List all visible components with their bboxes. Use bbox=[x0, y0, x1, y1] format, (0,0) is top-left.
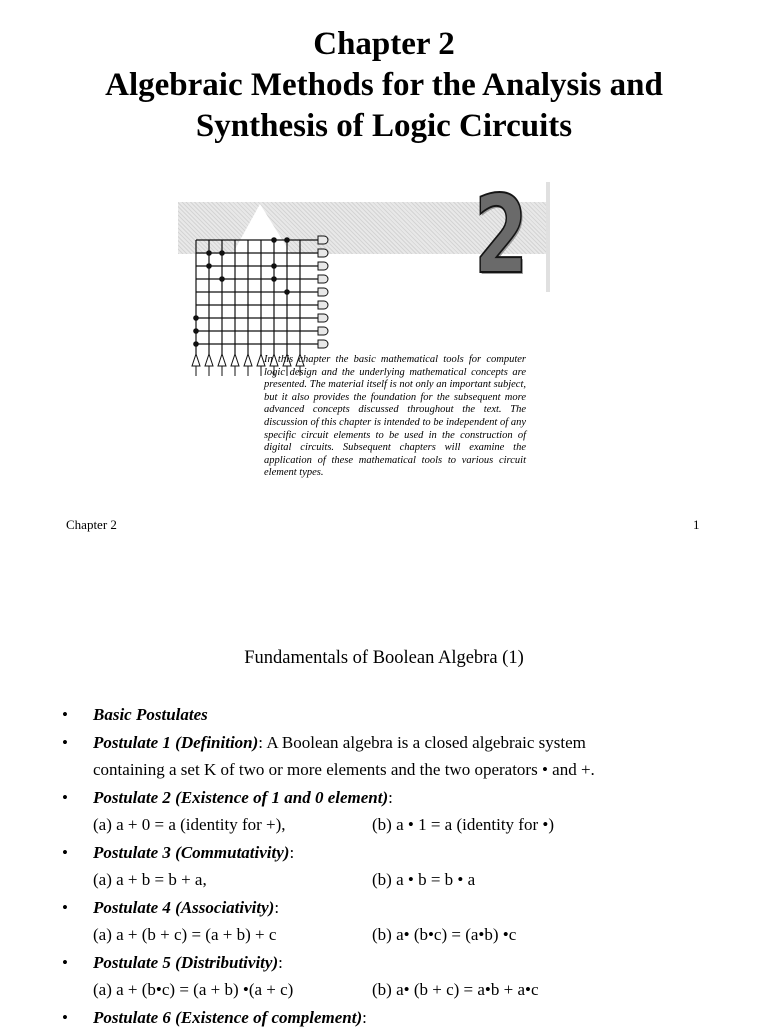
item-heading: Postulate 5 (Distributivity) bbox=[93, 953, 278, 972]
bullet: • bbox=[62, 1004, 68, 1031]
equation-a: (a) a + 0 = a (identity for +), bbox=[93, 811, 286, 839]
item-heading: Postulate 2 (Existence of 1 and 0 element) bbox=[93, 788, 388, 807]
equation-a: (a) a + (b•c) = (a + b) •(a + c) bbox=[93, 976, 293, 1004]
chapter-numeral: 2 bbox=[474, 182, 514, 290]
item-text: : bbox=[278, 953, 283, 972]
postulate-list bbox=[62, 701, 722, 1031]
item-heading: Postulate 3 (Commutativity) bbox=[93, 843, 289, 862]
list-item bbox=[62, 839, 722, 867]
bullet: • bbox=[62, 894, 68, 922]
equation-b: (b) a• (b + c) = a•b + a•c bbox=[372, 976, 539, 1004]
title-line-1: Chapter 2 bbox=[0, 24, 768, 65]
equation-b: (b) a • 1 = a (identity for •) bbox=[372, 811, 554, 839]
continuation-text: containing a set K of two or more elements and the two operators • and +. bbox=[93, 760, 595, 779]
list-item bbox=[62, 701, 722, 729]
intro-paragraph: In this chapter the basic mathematical tools for computer logic design and the underlying mathematical concepts are presented. The material itself is not only an important subject, but it also provides the foundation for the subsequent more advanced concepts discussed throughout the text. The discussion of this chapter is intended to be independent of any specific circuit elements to be used in the construction of digital circuits. Subsequent chapters will examine the application of these mathematical tools to various circuit element types. bbox=[264, 354, 526, 480]
item-text: : bbox=[362, 1008, 367, 1027]
list-item bbox=[62, 894, 722, 922]
bullet: • bbox=[62, 839, 68, 867]
equation-row bbox=[62, 976, 722, 1004]
item-heading: Postulate 1 (Definition) bbox=[93, 733, 258, 752]
item-text: : bbox=[289, 843, 294, 862]
equation-a: (a) a + b = b + a, bbox=[93, 866, 207, 894]
title-line-3: Synthesis of Logic Circuits bbox=[0, 106, 768, 147]
list-item bbox=[62, 784, 722, 812]
item-text: : bbox=[388, 788, 393, 807]
item-heading: Postulate 4 (Associativity) bbox=[93, 898, 274, 917]
slide-2 bbox=[0, 545, 768, 1024]
item-text: : A Boolean algebra is a closed algebraic system bbox=[258, 733, 586, 752]
equation-row bbox=[62, 811, 722, 839]
bullet: • bbox=[62, 701, 68, 729]
equation-b: (b) a• (b•c) = (a•b) •c bbox=[372, 921, 516, 949]
item-text: : bbox=[274, 898, 279, 917]
slide-subtitle: Fundamentals of Boolean Algebra (1) bbox=[0, 648, 768, 669]
item-heading: Basic Postulates bbox=[93, 705, 208, 724]
list-item bbox=[62, 729, 722, 757]
item-heading: Postulate 6 (Existence of complement) bbox=[93, 1008, 362, 1027]
equation-a: (a) a + (b + c) = (a + b) + c bbox=[93, 921, 276, 949]
list-item bbox=[62, 949, 722, 977]
bullet: • bbox=[62, 949, 68, 977]
bullet: • bbox=[62, 729, 68, 757]
chapter-intro-text bbox=[264, 354, 526, 524]
footer-chapter-label: Chapter 2 bbox=[66, 517, 117, 533]
title-line-2: Algebraic Methods for the Analysis and bbox=[0, 65, 768, 106]
item-continuation bbox=[62, 756, 722, 784]
equation-row bbox=[62, 866, 722, 894]
equation-b: (b) a • b = b • a bbox=[372, 866, 475, 894]
footer-page-number: 1 bbox=[693, 517, 700, 533]
slide-title bbox=[0, 24, 768, 147]
list-item bbox=[62, 1004, 722, 1031]
bullet: • bbox=[62, 784, 68, 812]
equation-row bbox=[62, 921, 722, 949]
